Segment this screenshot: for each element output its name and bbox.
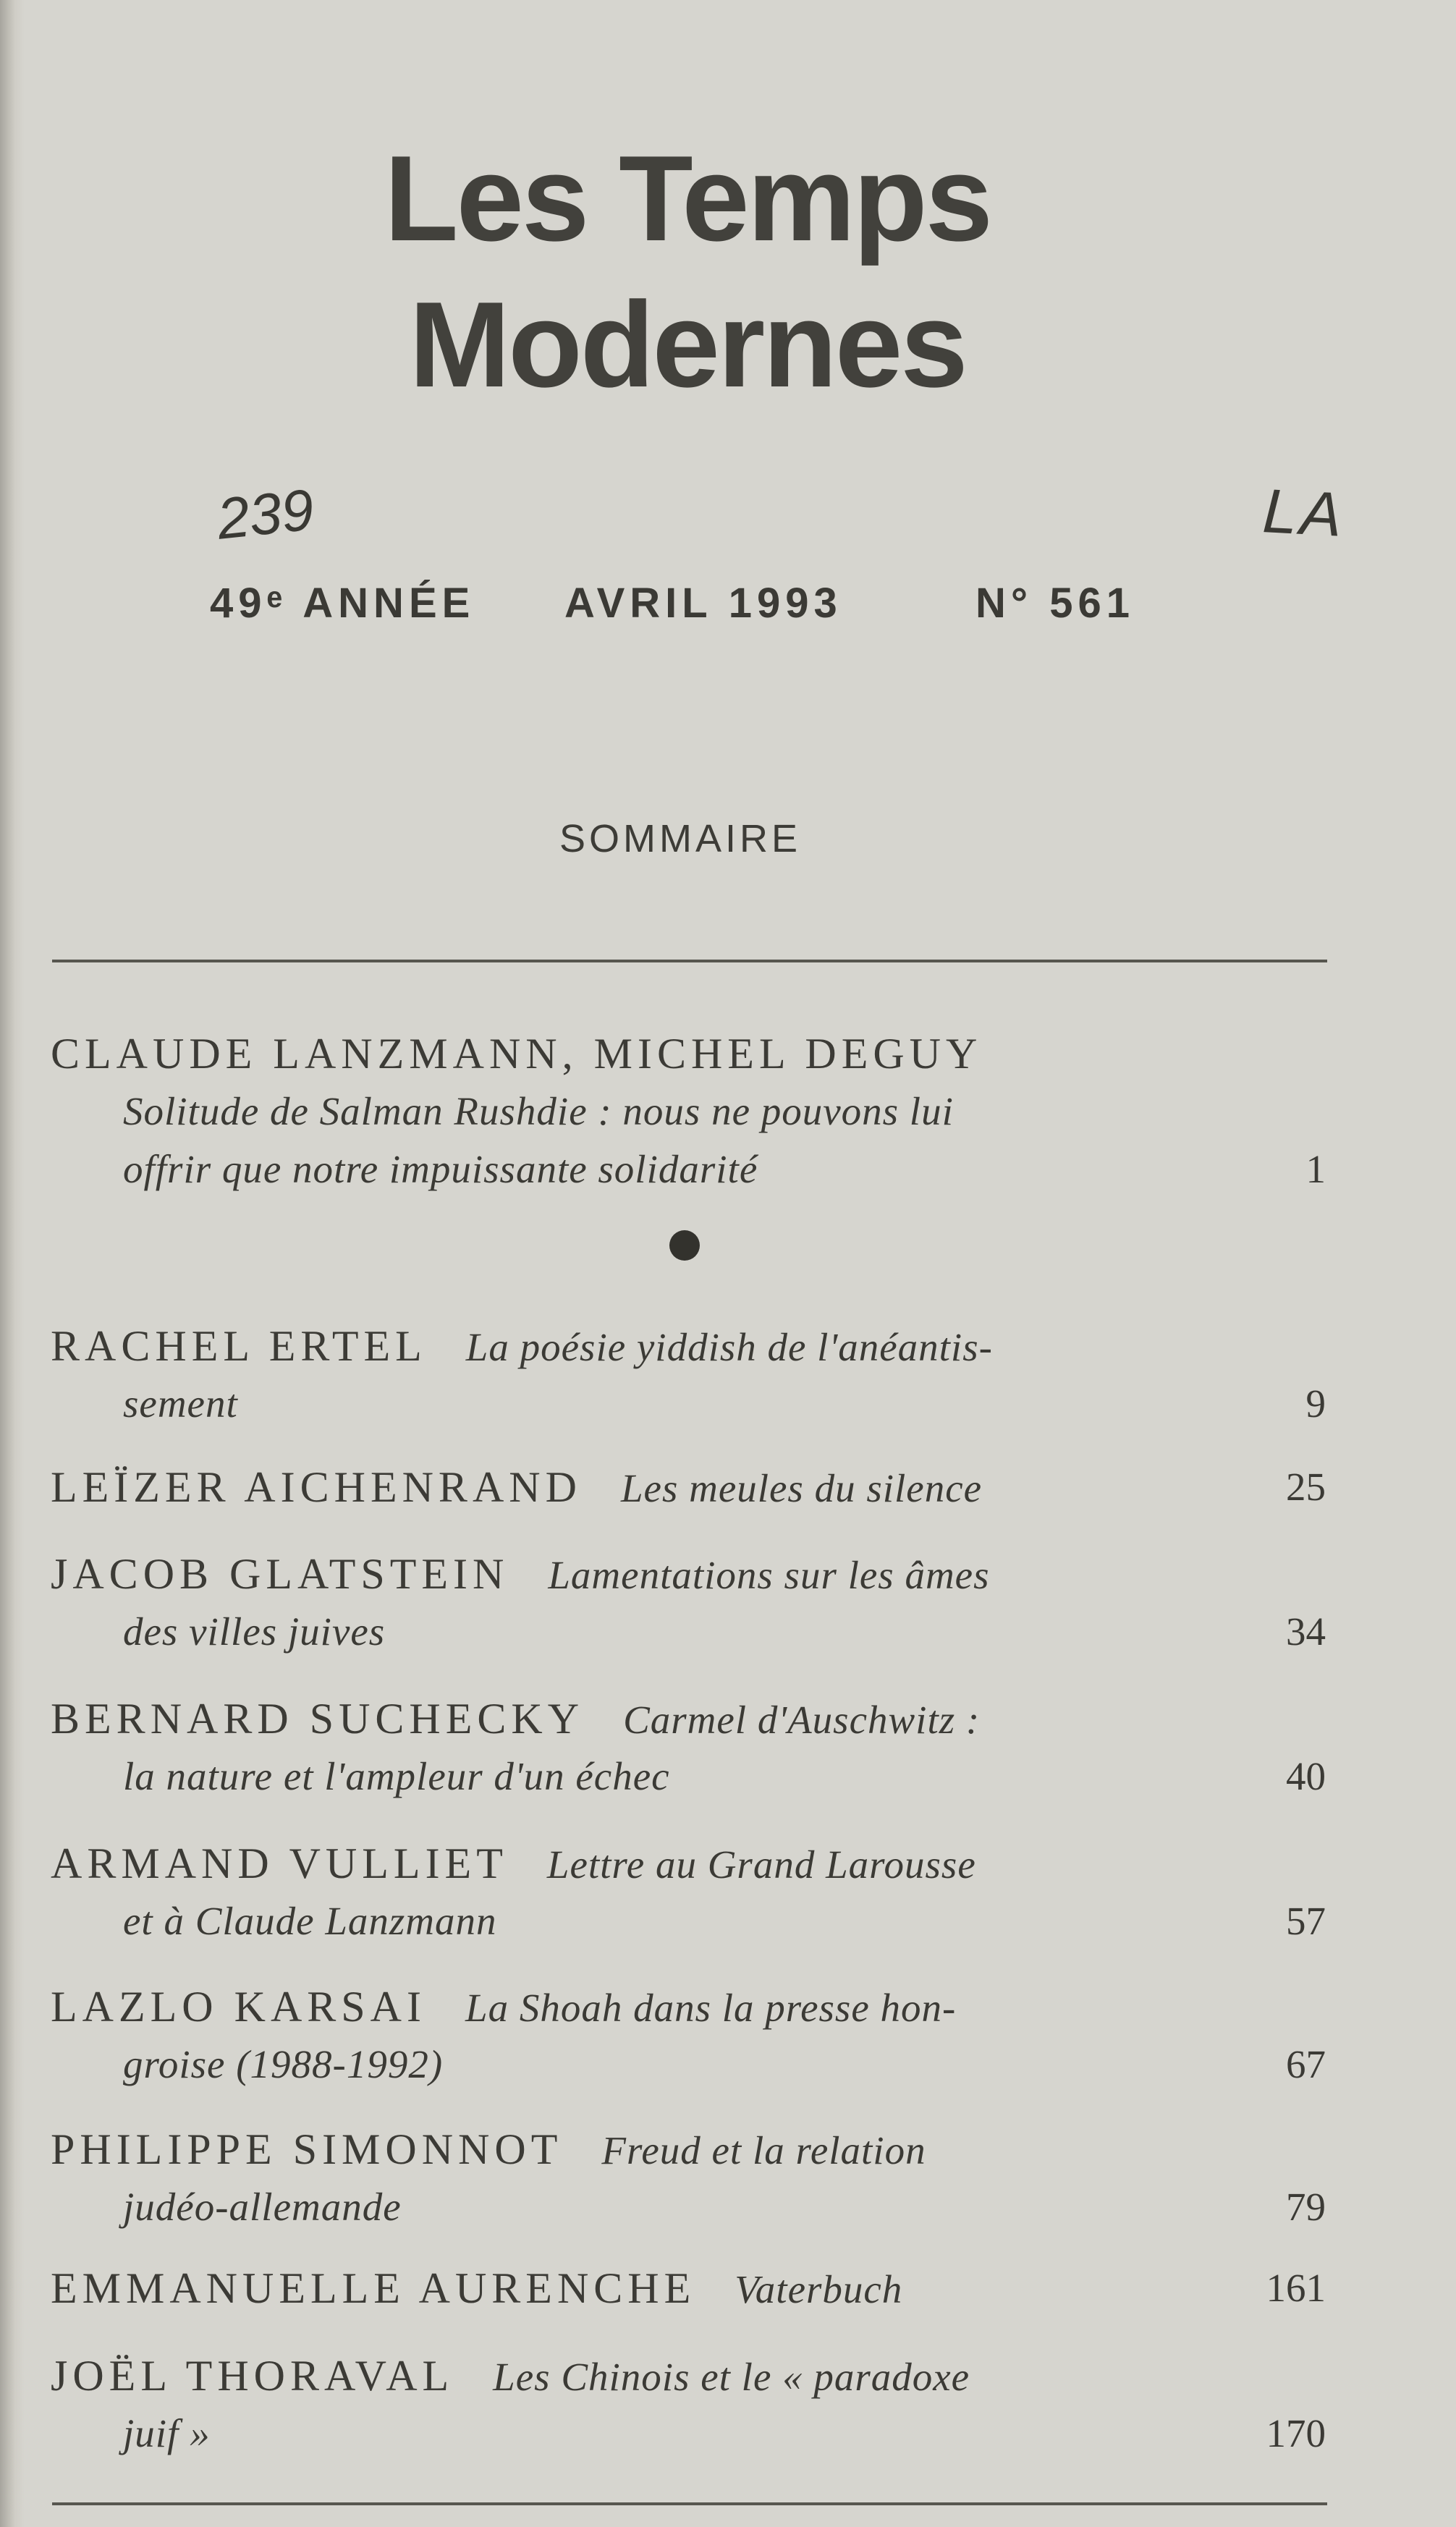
entry-title-continued: la nature et l'ampleur d'un échec [123, 1754, 670, 1798]
entry-title-continued: et à Claude Lanzmann [123, 1899, 497, 1943]
entry-title-continued: groise (1988-1992) [123, 2042, 444, 2086]
issue-year: 49ᵉ ANNÉE [210, 580, 475, 627]
entry-page-number: 1 [1305, 1147, 1326, 1191]
issue-date: AVRIL 1993 [564, 580, 842, 627]
toc-entry [51, 1545, 1326, 1661]
entry-author: LEÏZER AICHENRAND [51, 1463, 582, 1511]
toc-entry [51, 1317, 1326, 1433]
entry-title-continued: des villes juives [123, 1609, 386, 1654]
entry-title: Les Chinois et le « paradoxe [493, 2355, 970, 2399]
journal-title-line1: Les Temps [384, 130, 991, 266]
entry-title-continued: judéo-allemande [123, 2185, 402, 2229]
entry-page-number: 25 [1286, 1465, 1326, 1509]
entry-page-number: 9 [1305, 1381, 1326, 1426]
entry-author: BERNARD SUCHECKY [51, 1695, 585, 1743]
toc-entry [51, 2259, 1326, 2317]
journal-title-line2: Modernes [409, 276, 966, 412]
bottom-divider [52, 2502, 1327, 2505]
entry-author: RACHEL ERTEL [51, 1322, 427, 1370]
toc-entry [51, 2120, 1326, 2236]
top-divider [52, 960, 1327, 962]
toc-entry [51, 1978, 1326, 2094]
entry-title-continued: offrir que notre impuissante solidarité [123, 1147, 758, 1191]
entry-author: ARMAND VULLIET [51, 1840, 508, 1887]
toc-entry [51, 1834, 1326, 1950]
toc-entry [51, 1690, 1326, 1806]
entry-title: Lamentations sur les âmes [548, 1553, 990, 1597]
toc-entry [51, 1458, 1326, 1516]
entry-author: CLAUDE LANZMANN, MICHEL DEGUY [51, 1030, 983, 1078]
entry-title: Solitude de Salman Rushdie : nous ne pouvons lui [123, 1089, 954, 1133]
entry-title: La Shoah dans la presse hon- [465, 1986, 957, 2030]
entry-title-continued: sement [123, 1381, 238, 1426]
issue-number: N° 561 [975, 580, 1135, 627]
handwritten-note-right: LA [1261, 476, 1347, 550]
entry-title: Les meules du silence [620, 1466, 983, 1510]
handwritten-note-left: 239 [213, 477, 317, 551]
entry-author: PHILIPPE SIMONNOT [51, 2125, 563, 2173]
entry-page-number: 34 [1286, 1609, 1326, 1654]
entry-title: Carmel d'Auschwitz : [623, 1698, 981, 1742]
entry-author: LAZLO KARSAI [51, 1983, 426, 2031]
entry-author: JACOB GLATSTEIN [51, 1550, 509, 1598]
entry-page-number: 79 [1286, 2185, 1326, 2229]
entry-page-number: 57 [1286, 1899, 1326, 1943]
entry-author: JOËL THORAVAL [51, 2352, 454, 2400]
toc-entry [51, 1025, 1326, 1198]
entry-page-number: 67 [1286, 2042, 1326, 2086]
toc-entry [51, 2347, 1326, 2463]
section-separator-bullet [669, 1230, 700, 1261]
entry-title-continued: juif » [123, 2411, 211, 2455]
entry-title: Vaterbuch [735, 2267, 903, 2311]
contents-heading: SOMMAIRE [559, 817, 802, 860]
entry-title: Freud et la relation [601, 2128, 926, 2172]
entry-title: La poésie yiddish de l'anéantis- [465, 1325, 993, 1369]
entry-page-number: 40 [1286, 1754, 1326, 1798]
entry-page-number: 170 [1266, 2411, 1326, 2455]
entry-page-number: 161 [1266, 2266, 1326, 2310]
entry-author: EMMANUELLE AURENCHE [51, 2264, 696, 2312]
entry-title: Lettre au Grand Larousse [546, 1842, 976, 1887]
